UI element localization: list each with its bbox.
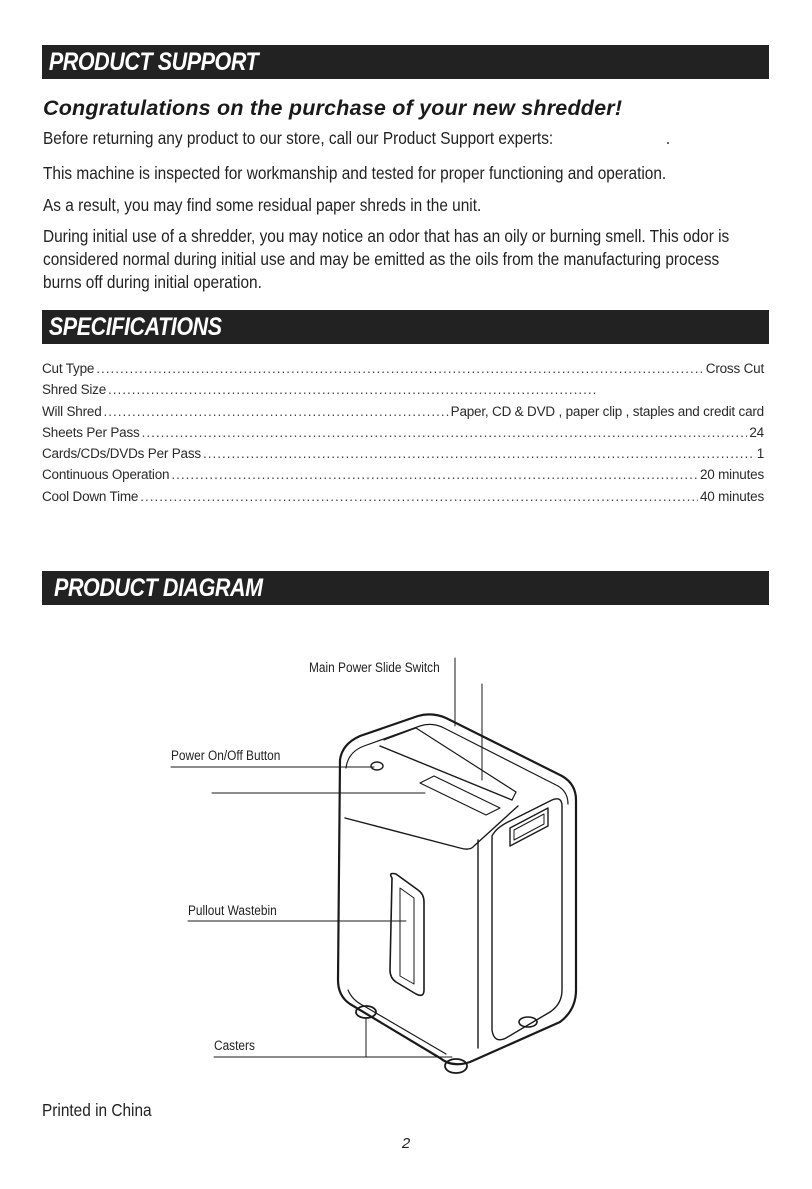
shredder-body-group [338, 714, 576, 1073]
congratulations-heading: Congratulations on the purchase of your new shredder! [43, 96, 623, 120]
support-line-1 [43, 126, 670, 151]
spec-row-continuous-operation [42, 467, 764, 488]
support-line-2: This machine is inspected for workmanship and tested for proper functioning and operation. [43, 163, 667, 183]
support-line-6: burns off during initial operation. [43, 272, 262, 292]
callout-main-power-slide-switch: Main Power Slide Switch [309, 660, 440, 675]
caster-front [445, 1059, 467, 1073]
spec-value: 20 minutes [699, 467, 764, 483]
spec-value: 24 [749, 424, 764, 440]
spec-label: Shred Size [42, 382, 107, 398]
printed-in-china: Printed in China [42, 1100, 152, 1120]
spec-label: Cards/CDs/DVDs Per Pass [42, 446, 201, 462]
spec-row-cool-down-time [42, 489, 764, 510]
spec-row-sheets-per-pass [42, 425, 764, 446]
callout-power-on-off-button: Power On/Off Button [171, 748, 281, 763]
spec-value: Paper, CD & DVD , paper clip , staples and credit card [450, 403, 764, 419]
spec-value: 1 [756, 446, 764, 462]
spec-row-cards-per-pass [42, 446, 764, 467]
page-number: 2 [401, 1135, 411, 1152]
support-line-5: considered normal during initial use and may be emitted as the oils from the manufacturing process [43, 249, 720, 269]
product-support-heading: PRODUCT SUPPORT [48, 48, 259, 76]
support-line-1-end: . [665, 128, 671, 148]
specifications-list [42, 361, 764, 510]
spec-row-shred-size [42, 382, 764, 403]
spec-row-will-shred [42, 404, 764, 425]
specifications-heading: SPECIFICATIONS [48, 313, 222, 341]
callout-casters: Casters [214, 1038, 255, 1053]
spec-row-cut-type [42, 361, 764, 382]
spec-label: Cut Type [42, 361, 95, 376]
product-diagram-heading: PRODUCT DIAGRAM [54, 574, 263, 602]
spec-label: Sheets Per Pass [42, 424, 140, 440]
spec-value: Cross Cut [705, 361, 764, 376]
product-support-heading-bar [42, 45, 769, 79]
specifications-heading-bar [42, 310, 769, 344]
callout-pullout-wastebin: Pullout Wastebin [188, 903, 277, 918]
spec-value: 40 minutes [699, 488, 764, 504]
support-line-3: As a result, you may find some residual paper shreds in the unit. [43, 195, 482, 215]
support-line-4: During initial use of a shredder, you may notice an odor that has an oily or burning smell. This odor is [43, 226, 730, 246]
support-line-1-text: Before returning any product to our store, call our Product Support experts: [43, 128, 554, 148]
spec-label: Cool Down Time [42, 488, 139, 504]
spec-label: Continuous Operation [42, 467, 170, 483]
spec-label: Will Shred [42, 403, 102, 419]
